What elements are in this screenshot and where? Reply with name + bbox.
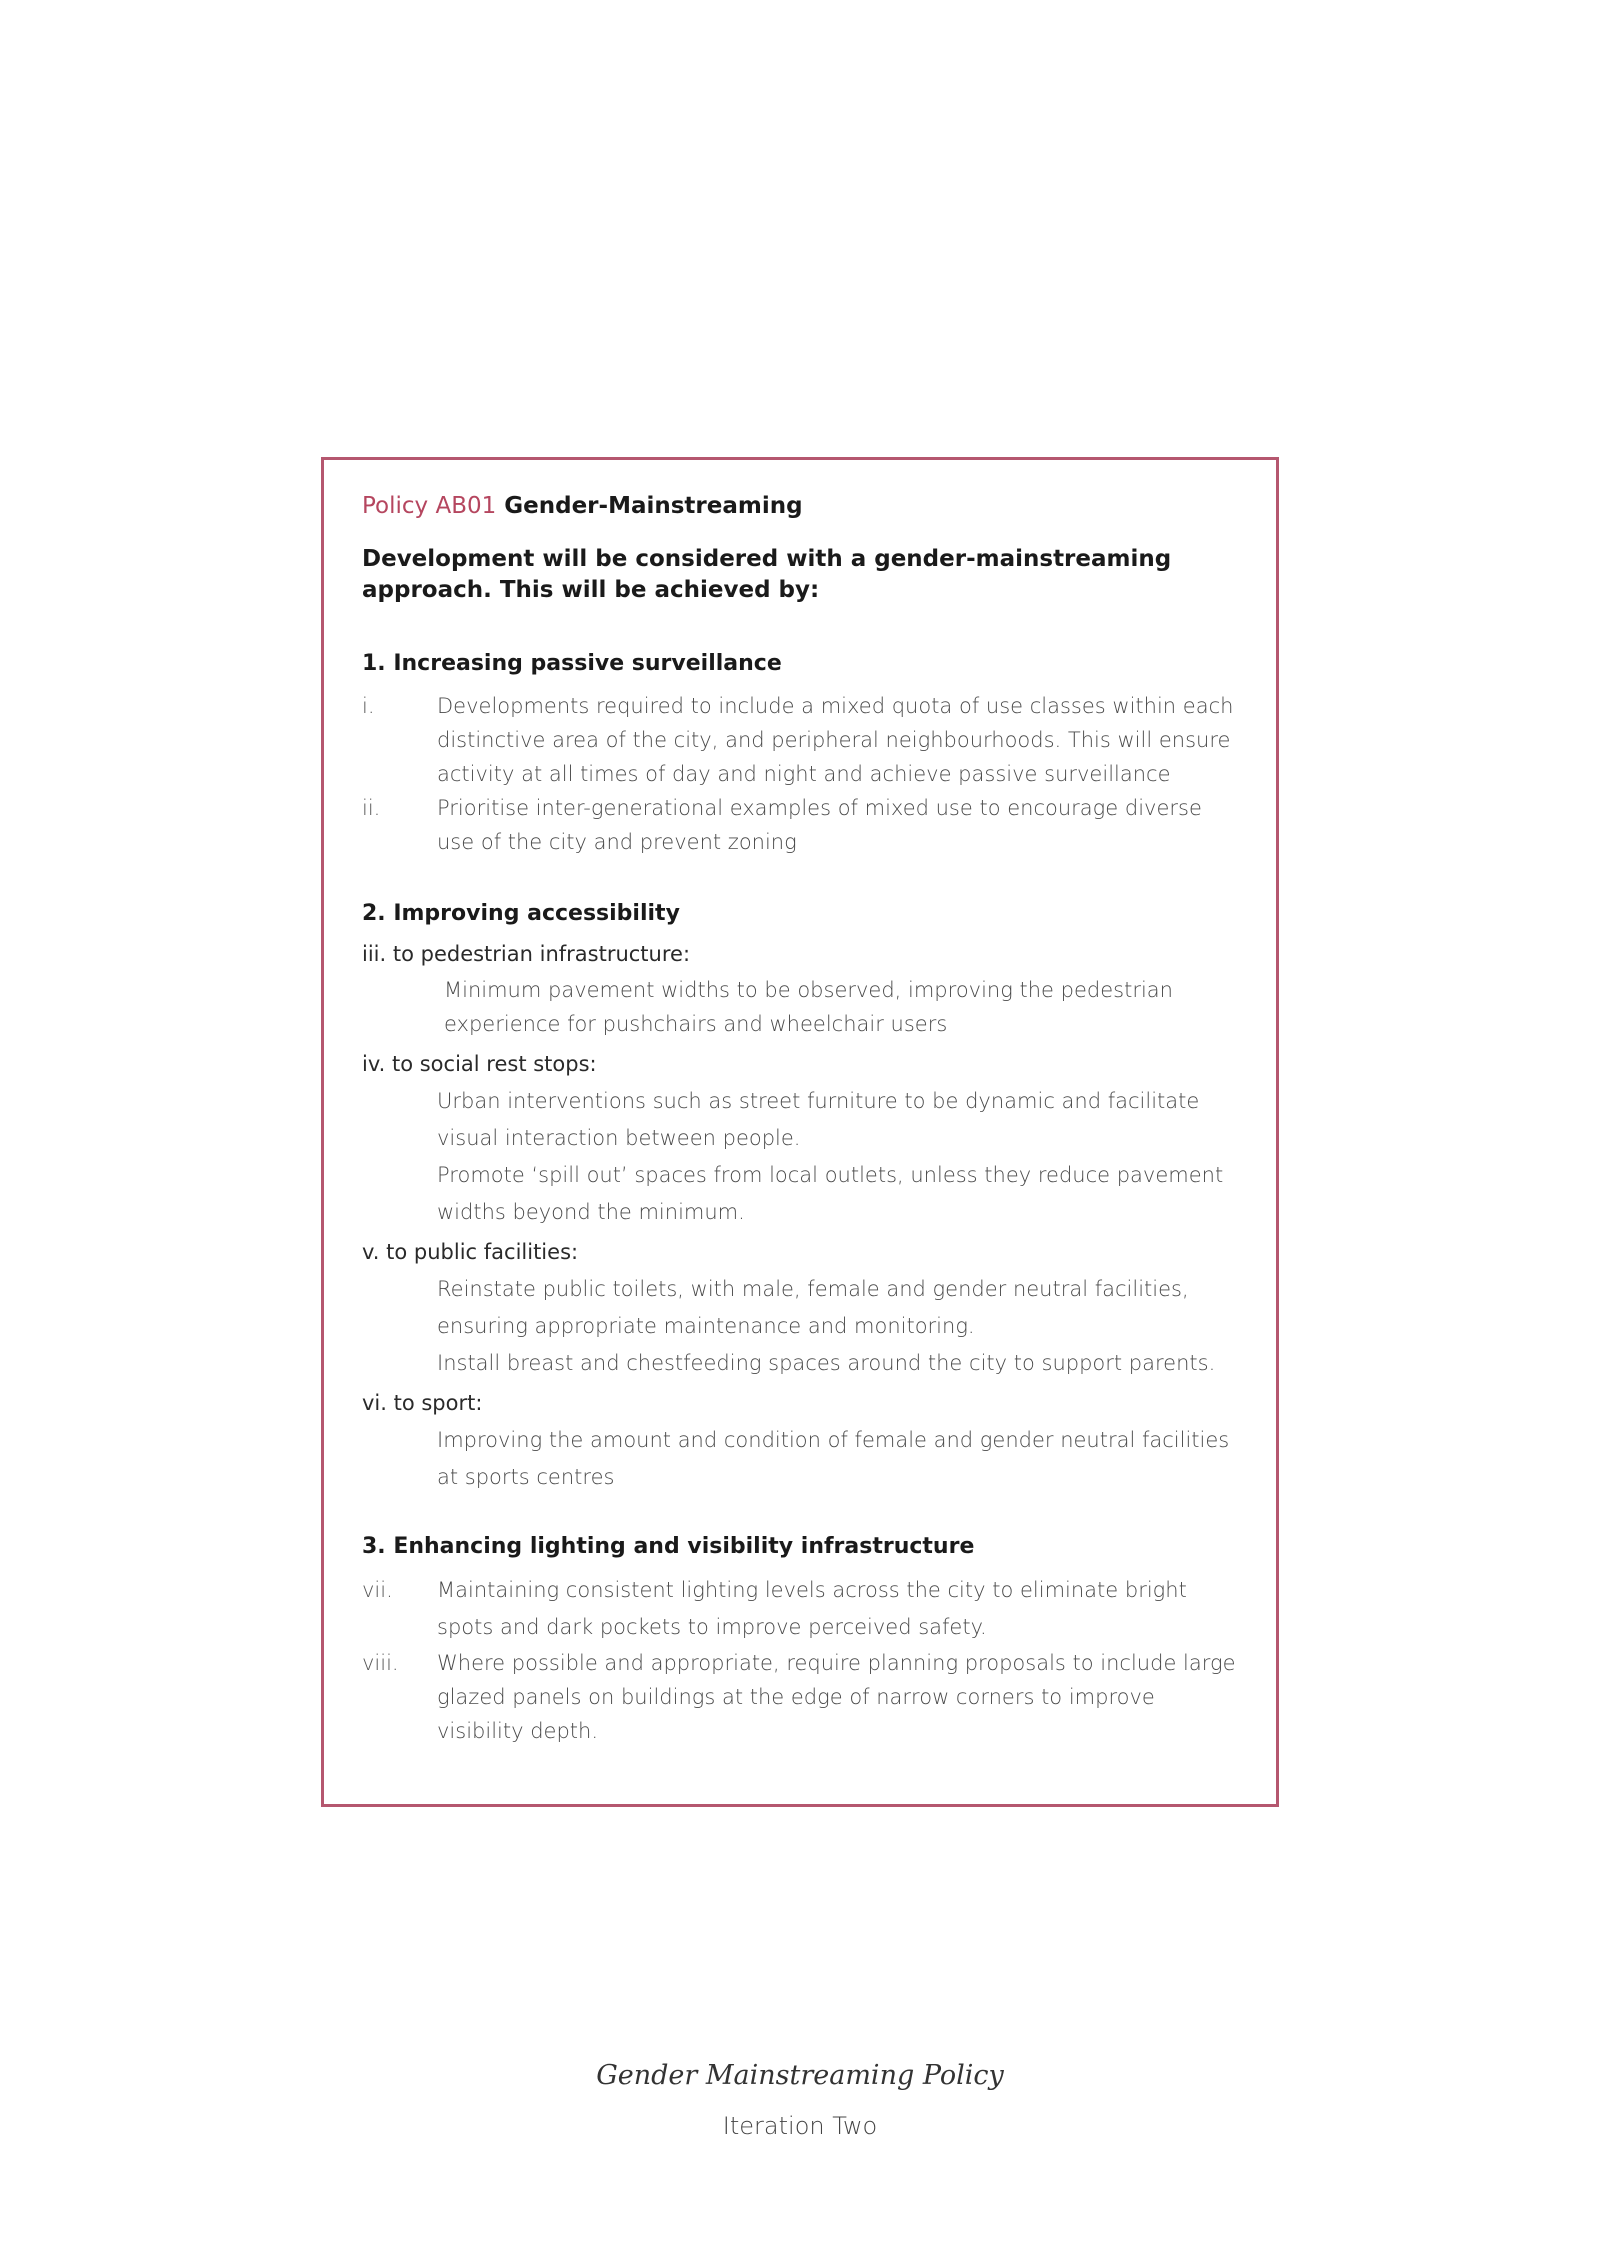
subsection-text: Minimum pavement widths to be observed, improving the pedestrian experience for pushchairs and wheelchair users: [444, 978, 1173, 1036]
subsection-label: iii. to pedestrian infrastructure:: [362, 942, 691, 966]
subsection-text: Promote ‘spill out’ spaces from local outlets, unless they reduce pavement widths beyond the minimum.: [437, 1163, 1224, 1224]
section-lighting-list: [362, 1572, 1240, 1748]
section-accessibility-list: [362, 939, 1240, 1496]
policy-code: Policy AB01: [362, 493, 497, 519]
item-number: ii.: [362, 796, 381, 820]
item-number: viii.: [362, 1651, 399, 1675]
subsection-text: Improving the amount and condition of female and gender neutral facilities at sports centres: [437, 1428, 1230, 1489]
item-text: Prioritise inter-generational examples of mixed use to encourage diverse use of the city and prevent zoning: [437, 796, 1202, 854]
subsection-label: iv. to social rest stops:: [362, 1052, 597, 1076]
subsection-text: Install breast and chestfeeding spaces around the city to support parents.: [437, 1351, 1216, 1375]
policy-box: [321, 457, 1279, 1807]
list-item: [362, 689, 1240, 791]
footer-title: Gender Mainstreaming Policy: [596, 2060, 1004, 2091]
subsection-text: Reinstate public toilets, with male, female and gender neutral facilities, ensuring appropriate maintenance and monitoring.: [437, 1277, 1189, 1338]
subsection-text: Urban interventions such as street furniture to be dynamic and facilitate visual interaction between people.: [437, 1089, 1200, 1150]
subsection-label: vi. to sport:: [362, 1391, 483, 1415]
policy-name: Gender-Mainstreaming: [504, 493, 803, 519]
list-item: [362, 791, 1240, 859]
footer-subtitle: Iteration Two: [722, 2112, 878, 2140]
section-heading-lighting: 3. Enhancing lighting and visibility infrastructure: [362, 1534, 975, 1559]
list-item: [362, 1572, 1240, 1646]
item-number: vii.: [362, 1578, 393, 1602]
policy-content: [362, 486, 1240, 1748]
section-surveillance-list: [362, 689, 1240, 859]
item-text: Developments required to include a mixed quota of use classes within each distinctive area of the city, and peripheral neighbourhoods. This will ensure activity at all times of day and night and achieve passive surveillance: [437, 694, 1234, 786]
list-item: [362, 1646, 1240, 1748]
section-heading-surveillance: 1. Increasing passive surveillance: [362, 651, 782, 676]
policy-intro: Development will be considered with a gender-mainstreaming approach. This will be achieved by:: [362, 546, 1172, 603]
item-text: Where possible and appropriate, require planning proposals to include large glazed panels on buildings at the edge of narrow corners to improve visibility depth.: [437, 1651, 1236, 1743]
subsection-label: v. to public facilities:: [362, 1240, 579, 1264]
item-number: i.: [362, 694, 375, 718]
policy-title: [362, 486, 1240, 526]
item-text: Maintaining consistent lighting levels across the city to eliminate bright spots and dark pockets to improve perceived safety.: [437, 1578, 1187, 1639]
section-heading-accessibility: 2. Improving accessibility: [362, 901, 680, 926]
